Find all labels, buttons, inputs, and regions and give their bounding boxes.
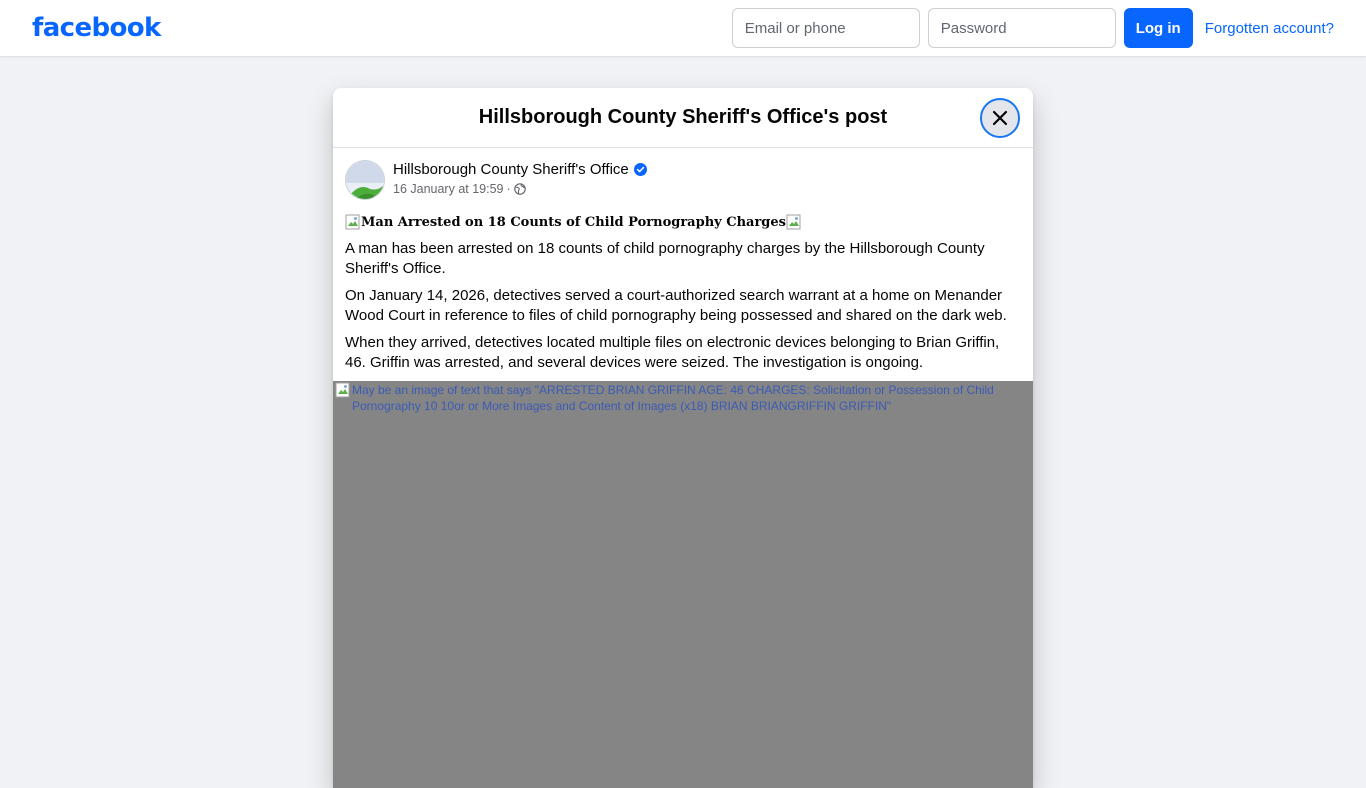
post-header xyxy=(333,148,1033,204)
author-name-row xyxy=(393,161,647,178)
login-form xyxy=(732,8,1334,48)
author-avatar[interactable] xyxy=(345,160,385,200)
post-body xyxy=(333,204,1033,373)
post-image[interactable] xyxy=(333,381,1033,788)
post-meta xyxy=(393,182,526,196)
top-bar xyxy=(0,0,1366,56)
image-alt-label: May be an image of text that says "ARRESTED BRIAN GRIFFIN AGE: 46 CHARGES: Solicitation or Possession of Child Pornography 10 10or or More Images and Content of Images (x18) BRIAN BRIANGRIFFIN GRIFFIN" xyxy=(352,383,994,413)
post-headline: Man Arrested on 18 Counts of Child Pornography Charges xyxy=(361,214,786,230)
post-paragraph: On January 14, 2026, detectives served a court-authorized search warrant at a home on Menander Wood Court in reference to files of child pornography being possessed and shared on the dark web. xyxy=(345,287,1007,324)
password-field[interactable] xyxy=(928,8,1116,48)
verified-badge-icon xyxy=(634,163,647,176)
globe-icon[interactable] xyxy=(514,183,526,195)
dialog-header xyxy=(333,88,1033,148)
post-timestamp[interactable]: 16 January at 19:59 xyxy=(393,182,504,196)
meta-separator: · xyxy=(506,182,511,196)
close-icon xyxy=(992,110,1008,126)
facebook-logo[interactable]: facebook xyxy=(32,13,161,43)
broken-image-icon xyxy=(335,382,351,398)
author-name[interactable]: Hillsborough County Sheriff's Office xyxy=(393,161,629,178)
forgot-account-link[interactable]: Forgotten account? xyxy=(1204,19,1334,37)
dialog-title: Hillsborough County Sheriff's Office's post xyxy=(478,106,888,128)
login-button[interactable]: Log in xyxy=(1124,8,1193,48)
broken-image-icon xyxy=(345,214,361,230)
close-button[interactable] xyxy=(980,98,1020,138)
post-paragraph: When they arrived, detectives located multiple files on electronic devices belonging to Brian Griffin, 46. Griffin was arrested, and several devices were seized. The investigation is ongoing. xyxy=(345,334,1000,371)
image-alt-text xyxy=(333,381,1033,414)
post-dialog xyxy=(333,88,1033,788)
broken-image-icon xyxy=(786,214,802,230)
post-paragraph: A man has been arrested on 18 counts of child pornography charges by the Hillsborough County Sheriff's Office. xyxy=(345,240,985,277)
post-headline-row xyxy=(345,212,1021,232)
email-field[interactable] xyxy=(732,8,920,48)
